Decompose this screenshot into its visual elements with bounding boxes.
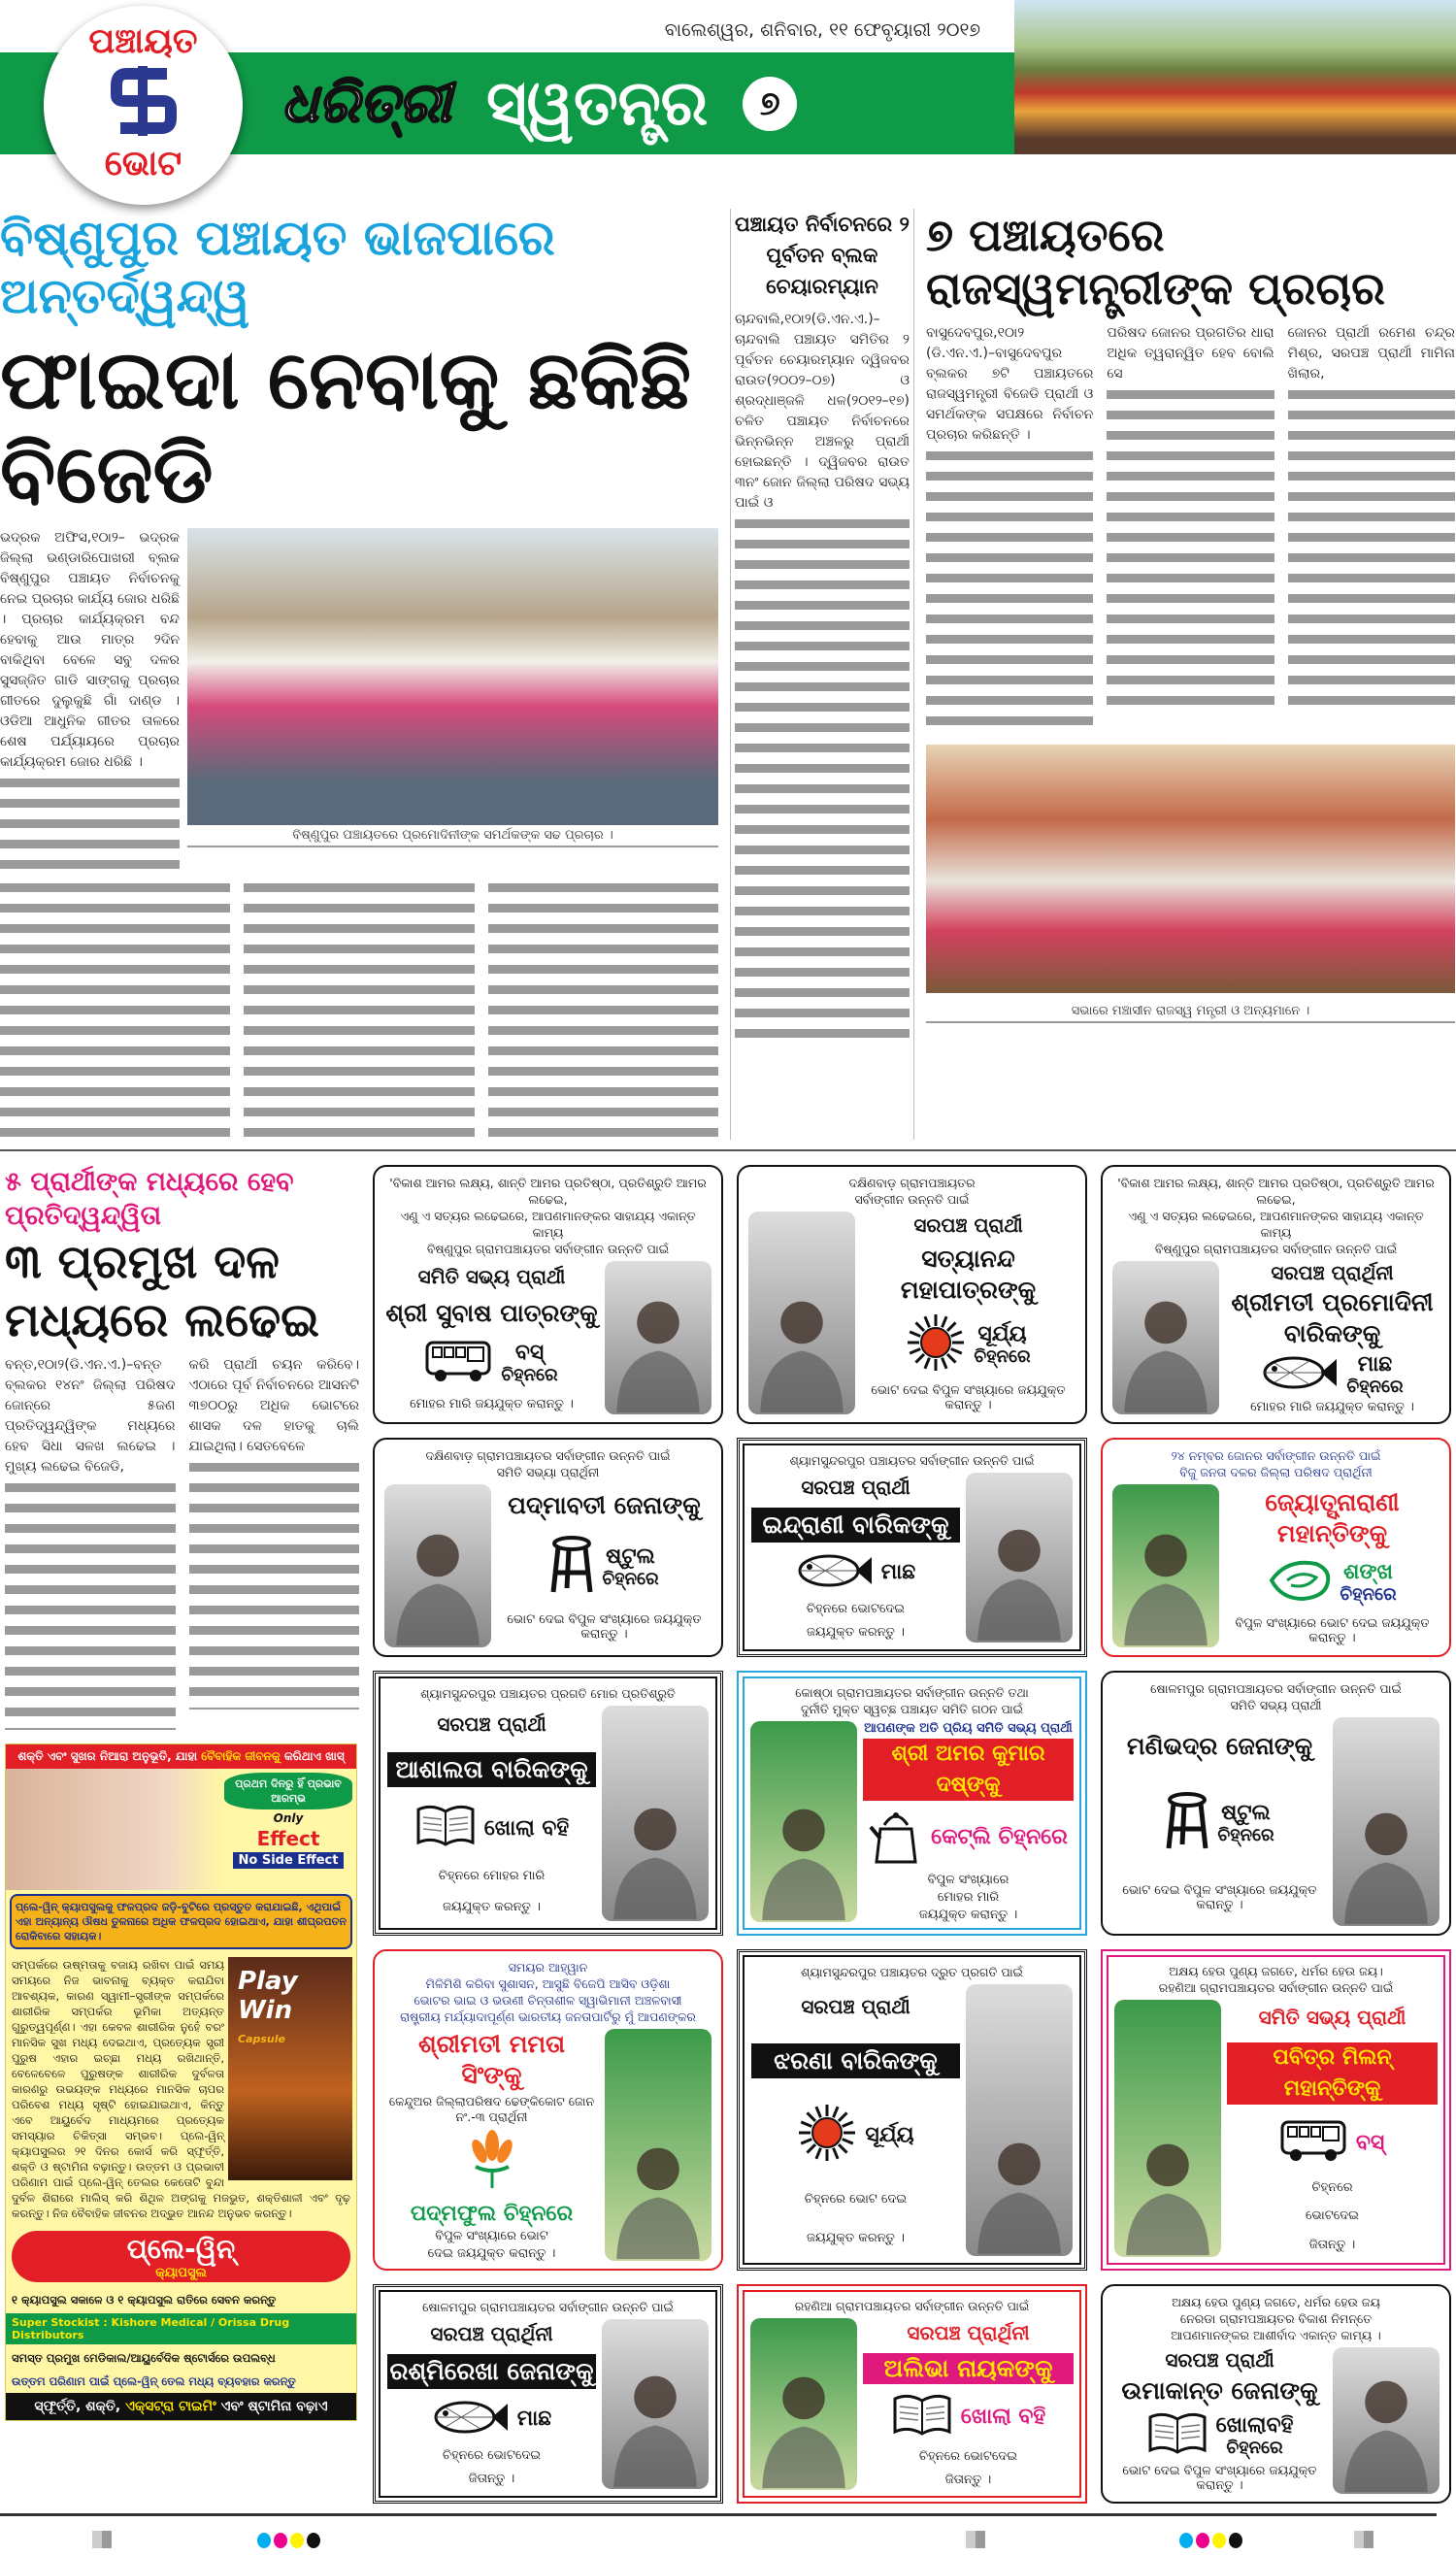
ad-text-block [751, 1473, 960, 1643]
ad-text-block [1227, 2000, 1438, 2257]
symbol-label: ମାଛ [516, 2407, 552, 2432]
ad-header-line: ସମୟର ଆହ୍ୱାନ [508, 1960, 588, 1975]
candidate-constituency: କେନ୍ଦୁଅର ଜିଲ୍ଲାପରିଷଦ ଢେଙ୍କିକୋଟ ଜୋନ ନଂ.-୩ ପ୍ରାର୍ଥିନୀ [388, 2094, 595, 2125]
ad-footer-line: ମୋହର ମାରି [937, 1890, 1000, 1906]
ad-text-block [751, 1984, 960, 2256]
ad-text-block [861, 1212, 1075, 1414]
newspaper-name: ଧରିତ୍ରୀ [281, 71, 451, 135]
candidate-role: ସରପଞ୍ଚ ପ୍ରାର୍ଥିନୀ [1271, 1261, 1394, 1285]
symbol-label: ସୂର୍ଯ୍ୟ [865, 2122, 914, 2147]
candidate-photo [602, 1706, 709, 1921]
ad-header-line: ଦକ୍ଷିଣବାଡ଼ ଗ୍ରାମପଞ୍ଚାୟତର ସର୍ବାଙ୍ଗୀନ ଉନ୍ନତି ପାଇଁ [425, 1448, 671, 1464]
bus-icon [425, 1339, 493, 1387]
couple-photo [6, 1769, 356, 1890]
candidate-photo [1112, 1484, 1219, 1647]
stool-icon [1165, 1792, 1209, 1854]
book-icon [1146, 2411, 1208, 2460]
election-symbol [384, 2128, 599, 2226]
second-headline: ୩ ପ୍ରମୁଖ ଦଳ ମଧ୍ୟରେ ଲଢେଇ [5, 1235, 320, 1348]
bottom-text-end: ଏବଂ ଷ୍ଟାମିନା ବଢ଼ାଏ [215, 2399, 328, 2415]
ad-header-line: 'ବିକାଶ ଆମର ଲକ୍ଷ୍ୟ, ଶାନ୍ତି ଆମର ପ୍ରତିଷ୍ଠା, ପ୍ରତିଶ୍ରୁତି ଆମର ଲଢେଇ, [389, 1176, 707, 1208]
fish-icon [796, 1551, 874, 1594]
right-body-col3: ଜୋନର ପ୍ରାର୍ଥୀ ରମେଶ ଚନ୍ଦ୍ର ମିଶ୍ର, ସରପଞ୍ଚ ପ୍ରାର୍ଥୀ ମାମିନା ଖିଲାର, [1287, 325, 1455, 382]
lead-body-row [0, 528, 718, 870]
symbol-label: ଶଙ୍ଖ [1342, 1560, 1394, 1585]
ad-footer-line: ବିପୁଳ ସଂଖ୍ୟାରେ ଭୋଟ [435, 2229, 548, 2244]
candidate-role: ସରପଞ୍ଚ ପ୍ରାର୍ଥୀ [801, 1995, 910, 2019]
ad-header-line: ନେରଡା ଗ୍ରାମପଞ୍ଚାୟତର ବିକାଶ ନିମନ୍ତେ [1179, 2311, 1373, 2327]
minister-meeting-photo [926, 745, 1455, 993]
banner-highlight: ବୈବାହିକ ଜୀବନକୁ [201, 1749, 281, 1764]
candidate-photo [750, 2318, 857, 2490]
symbol-suffix: ଚିହ୍ନରେ [1217, 1824, 1274, 1845]
ad-footer-line: ଜିତାନ୍ତୁ । [468, 2472, 515, 2487]
symbol-label: ମାଛ [880, 1560, 916, 1585]
candidate-ad [1101, 1949, 1451, 2271]
symbol-label: ଖୋଲା ବହି [960, 2405, 1046, 2430]
candidate-role: ସରପଞ୍ଚ ପ୍ରାର୍ଥୀ [1165, 2347, 1274, 2372]
ad-footer-line: ଚିହ୍ନରେ ଭୋଟଦେଇ [442, 2448, 542, 2464]
ad-footer-line: ଜୟଯୁକ୍ତ କରନ୍ତୁ । [807, 2230, 905, 2245]
side-headline-line1: ପଞ୍ଚାୟତ ନିର୍ବାଚନରେ ୨ [735, 213, 910, 236]
sun-icon [797, 2103, 857, 2167]
election-symbol [1146, 2411, 1294, 2460]
candidate-name: ମଣିଭଦ୍ର ଜେନାଙ୍କୁ [1126, 1732, 1313, 1761]
ad-body-text: ସମ୍ପର୍କରେ ଉଷ୍ମତାକୁ ବଜାୟ ରଖିବା ପାଇଁ ସମୟ ସମୟରେ ନିଜ ଭାବନାକୁ ବ୍ୟକ୍ତ କରାଯିବା ଆବଶ୍ୟକ, କାରଣ ସ୍ୱାମୀ–ସ୍ତ୍ରୀଙ୍କ ସମ୍ପର୍କରେ ଶାରୀରିକ ସମ୍ପର୍କର ଭୂମିକା ଅତ୍ୟନ୍ତ ଗୁରୁତ୍ୱପୂର୍ଣ୍ଣ। ଏହା କେବଳ ଶାରୀରିକ ନୁହେଁ ବରଂ ମାନସିକ ସୁଖ ମଧ୍ୟ ଦେଇଥାଏ, ପ୍ରତ୍ୟେକ ସ୍ତ୍ରୀ ପୁରୁଷ ଏହାର ଇଚ୍ଛା ମଧ୍ୟ ରଖିଥାନ୍ତି, ବେଳେବେଳେ ପୁରୁଷଙ୍କ ଶାରୀରିକ ଦୁର୍ବଳତା କାରଣରୁ ଉଭୟଙ୍କ ମଧ୍ୟରେ ମାନସିକ ଚାପର ପରିବେଶ ମଧ୍ୟ ସୃଷ୍ଟି ହୋଇଯାଇଥାଏ, କିନ୍ତୁ ଏବେ ଆୟୁର୍ବେଦ ମାଧ୍ୟମରେ ପ୍ରତ୍ୟେକ ସମସ୍ୟାର ଚିକିତ୍ସା ସମ୍ଭବ। ପ୍ଲେ-ୱିନ୍ କ୍ୟାପସୁଲର ୨୧ ଦିନର କୋର୍ସ କରି ସ୍ଫୂର୍ତ୍ତି, ଶକ୍ତି ଓ ଷ୍ଟାମିନା ବଢ଼ାନ୍ତୁ। ଉତ୍ତମ ଓ ପ୍ରଭାବୀ ପରିଣାମ ପାଇଁ ପ୍ଲେ-ୱିନ୍ ତେଲର କେତୋଟି ବୁନ୍ଦା ଦୁର୍ବଳ ଶିରାରେ ମାଲିସ୍ କରି ଶିଥିଳ ଅଙ୍ଗକୁ ମଜଭୁତ, ଶକ୍ତିଶାଳୀ ଏବଂ ଦୃଢ଼ କରନ୍ତୁ। ନିଜ ବୈବାହିକ ଜୀବନର ଅଦ୍ଭୁତ ଆନନ୍ଦ ଅନୁଭବ କରନ୍ତୁ। [12, 1958, 350, 2221]
ad-footer-line: ଭୋଟଦେଇ [1306, 2208, 1359, 2224]
lead-body-col1 [0, 528, 180, 870]
product-box [228, 1957, 352, 2180]
ad-footer-line: ଚିହ୍ନରେ ମୋହର ମାରି [438, 1869, 546, 1884]
side-headline-line2: ପୂର୍ବତନ ବ୍ଲକ ଚେୟାରମ୍ୟାନ [766, 244, 878, 298]
ad-header-line: ଅକ୍ଷୟ ହେଉ ପୁଣ୍ୟ ଜଗତେ, ଧର୍ମର ହେଉ ଜୟ। [1169, 1964, 1383, 1979]
fish-icon [432, 2398, 510, 2440]
side-story [730, 209, 914, 1140]
dateline: ବାଲେଶ୍ୱର, ଶନିବାର, ୧୧ ଫେବୃୟାରୀ ୨୦୧୭ [664, 19, 980, 41]
crowd-photo [1014, 0, 1456, 154]
candidate-role: ସରପଞ୍ଚ ପ୍ରାର୍ଥୀ [437, 1712, 546, 1737]
play-win-advertisement [5, 1743, 357, 2421]
candidate-ad [737, 1438, 1087, 1657]
kettle-icon [869, 1804, 923, 1870]
ad-footer-line: ଦେଇ ଜୟଯୁକ୍ତ କରାନ୍ତୁ । [427, 2246, 556, 2262]
candidate-photo [966, 1473, 1073, 1643]
election-symbol [1280, 2118, 1384, 2167]
ad-footer-line: ମୋହର ମାରି ଜୟଯୁକ୍ତ କରାନ୍ତୁ । [1250, 1400, 1414, 1415]
candidate-photo [750, 1721, 857, 1922]
page-bottom-rule [0, 2513, 1437, 2516]
symbol-label: ଷ୍ଟୁଲ [606, 1544, 655, 1570]
candidate-name: ଶ୍ରୀମତୀ ପ୍ରମୋଦିନୀ ବାରିକଙ୍କୁ [1231, 1288, 1434, 1348]
side-story-headline [735, 209, 910, 302]
lead-body-continued [0, 878, 230, 1140]
symbol-label: ଖୋଲାବହି [1215, 2412, 1294, 2438]
lead-body: ଭଦ୍ରକ ଅଫିସ,୧୦ା୨– ଭଦ୍ରକ ଜିଲ୍ଲା ଭଣ୍ଡାରିପୋଖରୀ ବ୍ଲକ ବିଷ୍ଣୁପୁର ପଞ୍ଚାୟତ ନିର୍ବାଚନକୁ ନେଇ ପ୍ରଚାର କାର୍ଯ୍ୟ ଜୋର ଧରିଛି । ପ୍ରଚାର କାର୍ଯ୍ୟକ୍ରମ ବନ୍ଦ ହେବାକୁ ଆଉ ମାତ୍ର ୨ଦିନ ବାକିଥିବା ବେଳେ ସବୁ ଦଳର ସୁସଜ୍ଜିତ ଗାଡି ସାଙ୍ଗକୁ ପ୍ରଚାର ଗୀତରେ ଦୁଲୁକୁଛି ଗାଁ ଦାଣ୍ଡ । ଓଡିଆ ଆଧୁନିକ ଗୀତର ତାଳରେ ଶେଷ ପର୍ଯ୍ୟାୟରେ ପ୍ରଚାର କାର୍ଯ୍ୟକ୍ରମ ଜୋର ଧରିଛି । [0, 530, 180, 771]
ad-footer-line: ଜିତାନ୍ତୁ । [944, 2473, 992, 2488]
candidate-photo [602, 2319, 709, 2489]
candidate-name: ସତ୍ୟାନନ୍ଦ ମହାପାତ୍ରଙ୍କୁ [900, 1245, 1037, 1305]
color-registration-mark [1179, 2533, 1242, 2548]
ad-text-block [863, 2318, 1074, 2490]
page-footer [0, 2513, 1456, 2556]
sun-icon [906, 1312, 966, 1377]
ad-header-line: ଏଣୁ ଏ ସତ୍ୟର ଲଢେଇରେ, ଆପଣମାନଙ୍କର ସାହାଯ୍ୟ ଏକାନ୍ତ କାମ୍ୟ [400, 1209, 696, 1241]
ad-header-line: ବିଷ୍ଣୁପୁର ଗ୍ରାମପଞ୍ଚାୟତର ସର୍ବାଙ୍ଗୀନ ଉନ୍ନତି ପାଇଁ [426, 1242, 670, 1257]
second-kicker: ୫ ପ୍ରାର୍ଥୀଙ୍କ ମଧ୍ୟରେ ହେବ ପ୍ରତିଦ୍ୱନ୍ଦ୍ୱିତା [5, 1167, 294, 1232]
ad-header-line: ଶ୍ୟାମସୁନ୍ଦରପୁର ପଞ୍ଚାୟତର ସର୍ବାଙ୍ଗୀନ ଉନ୍ନତି ପାଇଁ [789, 1453, 1035, 1469]
logo-bottom-text: ଭୋଟ [104, 144, 182, 183]
ad-highlight-box: ପ୍ଲେ-ୱିନ୍ କ୍ୟାପସୁଲକୁ ଫଳପ୍ରଦ ଜଡ଼ି-ବୁଟିରେ ପ୍ରସ୍ତୁତ କରାଯାଇଛି, ଏଥିପାଇଁ ଏହା ଅନ୍ୟାନ୍ୟ ଔଷଧ ତୁଳନାରେ ଅଧିକ ଫଳପ୍ରଦ ହୋଇଥାଏ, ଯାହା ଶୀଘ୍ରପତନ ରୋକିବାରେ ସହାୟକ। [10, 1894, 352, 1949]
ad-text-block [387, 2319, 596, 2489]
ad-header-line: 'ବିକାଶ ଆମର ଲକ୍ଷ୍ୟ, ଶାନ୍ତି ଆମର ପ୍ରତିଷ୍ଠା, ପ୍ରତିଶ୍ରୁତି ଆମର ଲଢେଇ, [1117, 1176, 1435, 1208]
candidate-ad [373, 1165, 723, 1424]
symbol-suffix: ଚିହ୍ନରେ [1346, 1377, 1404, 1398]
election-symbol [797, 2103, 913, 2167]
lead-body-continued [244, 878, 474, 1140]
candidate-ad [737, 1949, 1087, 2271]
ad-text-block [497, 1484, 711, 1647]
election-symbol [869, 1804, 1068, 1870]
ad-footer-line: ଜୟଯୁକ୍ତ କରନ୍ତୁ । [807, 1625, 905, 1641]
availability: ସମସ୍ତ ପ୍ରମୁଖ ମେଡିକାଲ/ଆୟୁର୍ବେଦିକ ଷ୍ଟୋର୍ସରେ ଉପଲବ୍ଧ [12, 2351, 276, 2366]
campaign-photo [187, 528, 718, 825]
ad-header-line: ବିଷ୍ଣୁପୁର ଗ୍ରାମପଞ୍ଚାୟତର ସର୍ବାଙ୍ଗୀନ ଉନ୍ନତି ପାଇଁ [1154, 1242, 1398, 1257]
ad-header-line: କୋଷ୍ଠା ଗ୍ରାମପଞ୍ଚାୟତର ସର୍ବାଙ୍ଗୀନ ଉନ୍ନତି ତଥା [795, 1685, 1029, 1701]
candidate-name: ଅଲିଭା ନାୟକଙ୍କୁ [863, 2353, 1074, 2384]
stool-icon [549, 1536, 594, 1598]
candidate-name: ଆଶାଲତା ବାରିକଙ୍କୁ [387, 1752, 596, 1787]
election-symbol [432, 2398, 551, 2440]
ad-footer-line: ବିପୁଳ ସଂଖ୍ୟାରେ [927, 1873, 1009, 1888]
side-story-body [735, 310, 910, 1038]
logo-top-text: ପଞ୍ଚାୟତ [88, 21, 198, 61]
candidate-name: ଉମାକାନ୍ତ ଜେନାଙ୍କୁ [1121, 2376, 1318, 2406]
ad-header-line: ମିଳିମିଶି କରିବା ସୁଶାସନ, ଆସୁଛି ବିଜେପି ଆସିବ ଓଡ଼ିଶା [425, 1976, 671, 1992]
brand-logo [12, 2231, 350, 2282]
ad-header-line: ସର୍ବାଙ୍ଗୀନ ଉନ୍ନତି ପାଇଁ [854, 1192, 970, 1208]
product-box-sub: Capsule [238, 2033, 285, 2046]
ad-header-line: ଷୋଳମପୁର ଗ୍ରାମପଞ୍ଚାୟତର ସର୍ବାଙ୍ଗୀନ ଉନ୍ନତି ପାଇଁ [1150, 1681, 1402, 1697]
candidate-role: ସମିତି ସଭ୍ୟ ପ୍ରାର୍ଥୀ [417, 1264, 566, 1288]
candidate-name: ଶ୍ରୀମତୀ ମମତା ସିଂଙ୍କୁ [418, 2030, 565, 2090]
symbol-suffix: ଚିହ୍ନରେ [1226, 2437, 1283, 2458]
ad-top-banner [6, 1744, 356, 1769]
banner-text-end: କରିଥାଏ ଖାସ୍ [280, 1749, 345, 1764]
symbol-label: କେଟ୍‌ଲି ଚିହ୍ନରେ [931, 1824, 1068, 1849]
dosage: ୧ କ୍ୟାପସୁଲ ସକାଳେ ଓ ୧ କ୍ୟାପସୁଲ ରାତିରେ ସେବନ କରନ୍ତୁ [12, 2293, 277, 2307]
ad-footer-line: ଭୋଟ ଦେଇ ବିପୁଳ ସଂଖ୍ୟାରେ ଜୟଯୁକ୍ତ କରାନ୍ତୁ । [1122, 1883, 1317, 1913]
symbol-label: ବସ୍ [1355, 2130, 1385, 2155]
ad-header-line: ରହଣିଆ ଗ୍ରାମପଞ୍ଚାୟତର ସର୍ବାଙ୍ଗୀନ ଉନ୍ନତି ପାଇଁ [794, 2299, 1030, 2314]
product-box-title: Play Win [238, 1967, 298, 2026]
ad-footer-line: ଚିହ୍ନରେ ଭୋଟଦେଇ [918, 2449, 1018, 2465]
logo-symbol-icon [105, 62, 182, 140]
second-story-body [5, 1355, 359, 1730]
candidate-name: ଝରଣା ବାରିକଙ୍କୁ [751, 2043, 960, 2078]
candidate-ads-grid [373, 1165, 1456, 2504]
candidate-name: ଶ୍ରୀ ଅମର କୁମାର ଦଷ୍ଙ୍କୁ [863, 1739, 1074, 1801]
candidate-photo [605, 1261, 711, 1414]
candidate-ad [373, 1438, 723, 1657]
panchayat-vote-logo [44, 6, 243, 205]
ad-bottom-banner [6, 2393, 356, 2420]
ad-text-block [387, 1706, 596, 1921]
ad-footer-line: ଜିତାନ୍ତୁ । [1308, 2237, 1356, 2252]
candidate-role: ସମିତି ସଭ୍ୟ ପ୍ରାର୍ଥୀ [1258, 2005, 1406, 2029]
ad-text-block [1225, 1261, 1439, 1414]
bus-icon [1280, 2118, 1348, 2167]
bottom-highlight: ଏକ୍ସଟ୍ରା ଟାଇମିଂ [125, 2399, 216, 2415]
election-symbol [1261, 1352, 1403, 1397]
candidate-ad [737, 1671, 1087, 1936]
ad-header-line: ରାଷ୍ଟ୍ରୀୟ ମର୍ଯ୍ୟାଦାପୂର୍ଣ୍ଣ ଭାରତୀୟ ଜନତାପାର୍ଟିରୁ ମୁଁ ଆପଣଙ୍କର [400, 2009, 696, 2025]
side-story-text: ଚାନ୍ଦବାଲି,୧୦ା୨(ଡି.ଏନ.ଏ.)– ଚାନ୍ଦବାଲି ପଞ୍ଚାୟତ ସମିତିର ୨ ପୂର୍ବତନ ଚେୟାରମ୍ୟାନ ଦ୍ୱିଜବର ରାଉତ(୨୦୦୨–୦୭) ଓ ଶ୍ରଦ୍ଧାଞ୍ଜଳି ଧଳ(୨୦୧୨–୧୭) ଚଳିତ ପଞ୍ଚାୟତ ନିର୍ବାଚନରେ ଭିନ୍ନଭିନ୍ନ ଅଞ୍ଚଳରୁ ପ୍ରାର୍ଥୀ ହୋଇଛନ୍ତି । ଦ୍ୱିଜବର ରାଉତ ୩ନଂ ଜୋନ ଜିଲ୍ଲା ପରିଷଦ ସଭ୍ୟ ପାଇଁ ଓ [735, 312, 910, 511]
left-column [5, 1165, 359, 2504]
candidate-ad [1101, 1671, 1451, 1936]
candidate-ad [373, 1949, 723, 2271]
ad-header-line: ଆପଣମାନଙ୍କର ଆଶୀର୍ବାଦ ଏକାନ୍ତ କାମ୍ୟ । [1171, 2328, 1381, 2343]
candidate-role: ସରପଞ୍ଚ ପ୍ରାର୍ଥିନୀ [907, 2321, 1030, 2345]
symbol-label: ମାଛ [1357, 1352, 1393, 1378]
ad-footer-line: ଭୋଟ ଦେଇ ବିପୁଳ ସଂଖ୍ୟାରେ ଜୟଯୁକ୍ତ କରାନ୍ତୁ । [507, 1612, 702, 1643]
gray-swatch [92, 2531, 112, 2548]
effect-badge: ପ୍ରଥମ ଦିନରୁ ହିଁ ପ୍ରଭାବ ଆରମ୍ଭ [224, 1773, 352, 1809]
bottom-text: ସ୍ଫୂର୍ତ୍ତି, ଶକ୍ତି, [34, 2399, 126, 2415]
ad-footer-line: ଭୋଟ ଦେଇ ବିପୁଳ ସଂଖ୍ୟାରେ ଜୟଯୁକ୍ତ କରାନ୍ତୁ । [871, 1383, 1066, 1413]
ad-text-block [384, 2029, 599, 2261]
candidate-ad [373, 1671, 723, 1936]
section-title: ସ୍ୱତନ୍ତ୍ର [485, 67, 709, 140]
ad-header-line: ଅକ୍ଷୟ ହେଉ ପୁଣ୍ୟ ଜଗତେ, ଧର୍ମର ହେଉ ଜୟ [1172, 2295, 1380, 2310]
lead-body-cols [0, 878, 718, 1140]
ad-footer-line: ଜୟଯୁକ୍ତ କରନ୍ତୁ । [443, 1900, 541, 1915]
stockist: Super Stockist : Kishore Medical / Orissa Drug Distributors [6, 2313, 356, 2344]
right-photo-caption: ସଭାରେ ମଞ୍ଚାସୀନ ରାଜସ୍ୱ ମନ୍ତ୍ରୀ ଓ ଅନ୍ୟମାନେ । [926, 1001, 1455, 1023]
ad-header-line: ଦକ୍ଷିଣବାଡ଼ ଗ୍ରାମପଞ୍ଚାୟତର [848, 1176, 976, 1191]
election-symbol [906, 1312, 1030, 1377]
candidate-name: ପବିତ୍ର ମିଲନ୍ ମହାନ୍ତିଙ୍କୁ [1227, 2042, 1438, 2105]
candidate-photo [384, 1484, 491, 1647]
only-label: Only [273, 1811, 304, 1826]
symbol-suffix: ଚିହ୍ନରେ [1340, 1584, 1397, 1606]
brand-name: ପ୍ଲେ-ୱିନ୍ [126, 2233, 236, 2266]
couple-image [6, 1769, 220, 1890]
fish-icon [1261, 1353, 1339, 1396]
symbol-label: ପଦ୍ମଫୁଲ ଚିହ୍ନରେ [410, 2202, 574, 2227]
candidate-ad [737, 1165, 1087, 1424]
election-symbol [796, 1551, 915, 1594]
ad-header-line: ଶ୍ୟାମସୁନ୍ଦରପୁର ପଞ୍ଚାୟତର ଦ୍ରୁତ ପ୍ରଗତି ପାଇଁ [801, 1965, 1023, 1980]
ad-header-line: ସମିତି ସଭ୍ୟ ପ୍ରାର୍ଥୀ [1230, 1698, 1322, 1713]
candidate-ad [737, 2284, 1087, 2504]
candidate-name: ପଦ୍ମାବତୀ ଜେନାଙ୍କୁ [508, 1491, 701, 1520]
lead-kicker: ବିଷ୍ଣୁପୁର ପଞ୍ଚାୟତ ଭାଜପାରେ ଅନ୍ତର୍ଦ୍ୱନ୍ଦ୍ୱ [0, 210, 555, 324]
election-symbol [425, 1339, 557, 1387]
ad-footer-line: ଚିହ୍ନରେ [1311, 2180, 1353, 2196]
candidate-name: ରଶ୍ମିରେଖା ଜେନାଙ୍କୁ [387, 2354, 596, 2389]
candidate-ad [1101, 2284, 1451, 2504]
ad-header-line: ଦୁର୍ନୀତି ମୁକ୍ତ ସ୍ୱଚ୍ଛ ପଞ୍ଚାୟତ ସମିତି ଗଠନ ପାଇଁ [800, 1702, 1024, 1717]
lead-story [0, 209, 718, 1140]
ad-footer-line: ଚିହ୍ନରେ ଭୋଟ ଦେଇ [804, 2191, 908, 2207]
candidate-ad [1101, 1165, 1451, 1424]
candidate-role: ଆପଣଙ୍କ ଅତି ପ୍ରିୟ ସମିତି ସଭ୍ୟ ପ୍ରାର୍ଥୀ [864, 1721, 1073, 1737]
lead-headline: ଫାଇଦା ନେବାକୁ ଛକିଛି ବିଜେଡି [0, 332, 692, 521]
symbol-label: ଷ୍ଟୁଲ [1221, 1800, 1271, 1825]
second-body-col1: ବନ୍ତ,୧୦ା୨(ଡି.ଏନ.ଏ.)–ବନ୍ତ ବ୍ଲକର ୧୪ନଂ ଜିଲ୍ଲା ପରିଷଦ ଜୋନ୍‌ରେ ୫ଜଣ ପ୍ରତିଦ୍ୱନ୍ଦ୍ୱିଙ୍କ ମଧ୍ୟରେ ହେବ ସିଧା ସଳଖ ଲଢେଇ । ମୁଖ୍ୟ ଲଢେଇ ବିଜେଡି, [5, 1357, 176, 1476]
ad-header-line: ଏଣୁ ଏ ସତ୍ୟର ଲଢେଇରେ, ଆପଣମାନଙ୍କର ସାହାଯ୍ୟ ଏକାନ୍ତ କାମ୍ୟ [1128, 1209, 1424, 1241]
election-symbol [1268, 1556, 1396, 1609]
candidate-photo [1333, 2347, 1439, 2494]
symbol-label: ସୂର୍ଯ୍ୟ [977, 1322, 1027, 1347]
candidate-ad [1101, 1438, 1451, 1657]
candidate-photo [1112, 1261, 1219, 1414]
right-story [926, 209, 1455, 1140]
lotus-icon [468, 2128, 516, 2194]
ad-header-line: ସମିତି ସଭ୍ୟା ପ୍ରାର୍ଥିନୀ [496, 1465, 600, 1480]
ad-footer-line: ଭୋଟ ଦେଇ ବିପୁଳ ସଂଖ୍ୟାରେ ଜୟଯୁକ୍ତ କରାନ୍ତୁ । [1122, 2464, 1317, 2494]
book-icon [891, 2393, 953, 2441]
ad-footer-line: ବିପୁଳ ସଂଖ୍ୟାରେ ଭୋଟ ଦେଇ ଜୟଯୁକ୍ତ କରାନ୍ତୁ । [1235, 1615, 1430, 1645]
symbol-label: ବସ୍ [514, 1340, 545, 1365]
ad-text-block [1112, 1717, 1327, 1926]
ad-footer-line: ମୋହର ମାରି ଜୟଯୁକ୍ତ କରାନ୍ତୁ । [410, 1396, 574, 1411]
ad-footer-line: ଚିହ୍ନରେ ଭୋଟଦେଇ [806, 1602, 906, 1617]
effect-labels [220, 1769, 356, 1890]
conch-icon [1268, 1556, 1332, 1609]
ad-header-line: ବିଜୁ ଜନତା ଦଳର ଜିଲ୍ଲା ପରିଷଦ ପ୍ରାର୍ଥିନୀ [1179, 1465, 1373, 1480]
brand-sub: କ୍ୟାପସୁଲ [155, 2266, 207, 2281]
lead-body-continued [488, 878, 718, 1140]
symbol-label: ଖୋଲା ବହି [483, 1815, 570, 1841]
second-section [0, 1151, 1456, 2504]
ad-text-block [863, 1721, 1074, 1922]
right-story-body [926, 323, 1455, 737]
candidate-photo [605, 2029, 711, 2261]
election-symbol [1165, 1792, 1274, 1854]
gray-swatch [1354, 2531, 1373, 2548]
right-story-headline: ୭ ପଞ୍ଚାୟତରେ ରାଜସ୍ୱମନ୍ତ୍ରୀଙ୍କ ପ୍ରଚାର [926, 209, 1385, 315]
candidate-role: ସରପଞ୍ଚ ପ୍ରାର୍ଥୀ [801, 1476, 910, 1500]
book-icon [414, 1804, 477, 1852]
ad-header-line: ୨୪ ନମ୍ବର ଜୋନର ସର୍ବାଙ୍ଗୀନ ଉନ୍ନତି ପାଇଁ [1171, 1448, 1381, 1464]
color-registration-mark [257, 2533, 320, 2548]
page-number: ୭ [743, 77, 797, 131]
top-stories [0, 209, 1456, 1151]
election-symbol [414, 1804, 570, 1852]
symbol-suffix: ଚିହ୍ନରେ [974, 1346, 1031, 1368]
right-body-col1: ବାସୁଦେବପୁର,୧୦ା୨ (ଡି.ଏନ.ଏ.)–ବାସୁଦେବପୁର ବ୍ଲକର ୭ଟି ପଞ୍ଚାୟତରେ ରାଜସ୍ୱମନ୍ତ୍ରୀ ବିଜେଡି ପ୍ରାର୍ଥୀ ଓ ସମର୍ଥକଙ୍କ ସପକ୍ଷରେ ନିର୍ବାଚନ ପ୍ରଚାର କରିଛନ୍ତି । [926, 325, 1094, 444]
ad-header-line: ଭୋଟର ଭାଇ ଓ ଭଉଣୀ ଚିନ୍ତାଶୀଳ ସ୍ୱାଭିମାନୀ ଅଞ୍ଚଳବାସୀ [414, 1993, 682, 2008]
candidate-photo [1333, 1717, 1439, 1926]
symbol-suffix: ଚିହ୍ନରେ [602, 1569, 659, 1590]
lead-photo-block [187, 528, 718, 870]
ad-header-line: ଷୋଳମପୁର ଗ୍ରାମପଞ୍ଚାୟତର ସର୍ବାଙ୍ଗୀନ ଉନ୍ନତି ପାଇଁ [422, 2300, 674, 2315]
effect-label: Effect [256, 1827, 320, 1851]
candidate-photo [748, 1212, 855, 1414]
no-side-effect-label: No Side Effect [233, 1852, 345, 1869]
candidate-ad [373, 2284, 723, 2504]
candidate-name: ଶ୍ରୀ ସୁବାଷ ପାତ୍ରଙ୍କୁ [385, 1298, 598, 1327]
candidate-photo [966, 1984, 1073, 2256]
election-symbol [891, 2393, 1046, 2441]
symbol-suffix: ଚିହ୍ନରେ [501, 1364, 558, 1385]
candidate-name: ଜ୍ୟୋତ୍ସ୍ନାରାଣୀ ମହାନ୍ତିଙ୍କୁ [1265, 1487, 1400, 1547]
candidate-photo [1114, 2000, 1221, 2257]
candidate-name: ଇନ୍ଦ୍ରାଣୀ ବାରିକଙ୍କୁ [751, 1508, 960, 1543]
gray-swatch [966, 2531, 985, 2548]
ad-text-block [384, 1261, 599, 1414]
masthead [0, 0, 1456, 209]
ad-text-block [1225, 1484, 1439, 1647]
candidate-role: ସରପଞ୍ଚ ପ୍ରାର୍ଥୀ [913, 1213, 1023, 1238]
oil-note: ଉତ୍ତମ ପରିଣାମ ପାଇଁ ପ୍ଲେ-ୱିନ୍ ତେଲ ମଧ୍ୟ ବ୍ୟବହାର କରନ୍ତୁ [12, 2374, 296, 2389]
second-body-col2: କରି ପ୍ରାର୍ଥୀ ଚୟନ କରିବେ। ଏଠାରେ ପୂର୍ବ ନିର୍ବାଚନରେ ଆସନଟି ୩୭୦୦ରୁ ଅଧିକ ଭୋଟରେ ଶାସକ ଦଳ ହାତକୁ ଚାଲି ଯାଇଥିଲା। ସେତବେଳେ [188, 1357, 359, 1455]
right-body-col2: ପରିଷଦ ଜୋନର ପ୍ରଗତିର ଧାରା ଅଧିକ ତ୍ୱରାନ୍ୱିତ ହେବ ବୋଲି ସେ [1107, 325, 1274, 382]
banner-text: ଶକ୍ତି ଏବଂ ସୁଖର ନିଆରା ଅନୁଭୂତି, ଯାହା [17, 1749, 202, 1764]
lead-photo-caption: ବିଷ୍ଣୁପୁର ପଞ୍ଚାୟତରେ ପ୍ରମୋଦିନୀଙ୍କ ସମର୍ଥକଙ୍କ ସଢ ପ୍ରଚାର । [187, 825, 718, 847]
ad-header-line: ରହଣିଆ ଗ୍ରାମପଞ୍ଚାୟତର ସର୍ବାଙ୍ଗୀନ ଉନ୍ନତି ପାଇଁ [1158, 1980, 1394, 1996]
ad-text-block [1112, 2347, 1327, 2494]
candidate-role: ସରପଞ୍ଚ ପ୍ରାର୍ଥିନୀ [430, 2322, 553, 2346]
ad-header-line: ଶ୍ୟାମସୁନ୍ଦରପୁର ପଞ୍ଚାୟତର ପ୍ରଗତି ମୋର ପ୍ରତିଶ୍ରୁତି [420, 1686, 676, 1702]
ad-footer-line: ଜୟଯୁକ୍ତ କରାନ୍ତୁ । [918, 1908, 1018, 1923]
election-symbol [549, 1536, 658, 1598]
